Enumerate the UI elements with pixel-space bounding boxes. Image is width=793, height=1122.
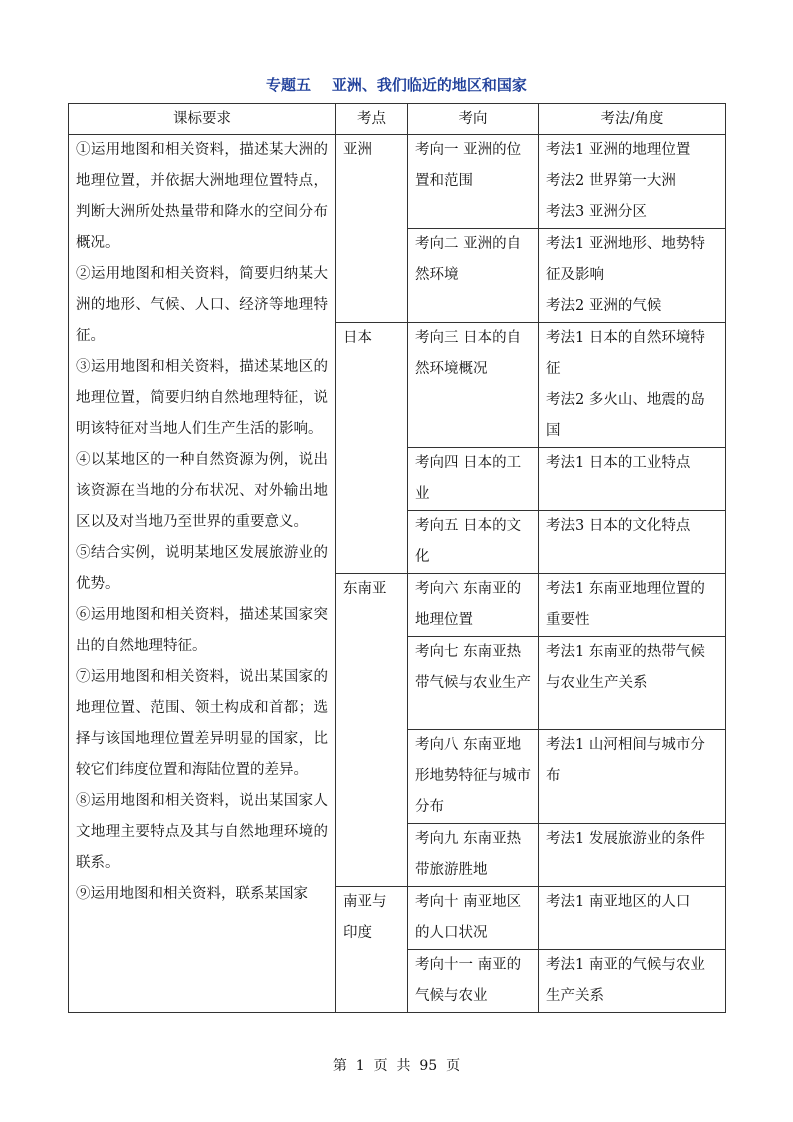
method-cell: [539, 323, 726, 448]
method-cell: 考法1 南亚的气候与农业生产关系: [539, 950, 726, 1013]
method-item: 考法1 日本的自然环境特征: [546, 330, 705, 377]
header-methods: 考法/角度: [539, 104, 726, 135]
requirement-item: ⑦运用地图和相关资料，说出某国家的地理位置、范围、领土构成和首都；选择与该国地理位置差异明显的国家，比较它们纬度位置和海陆位置的差异。: [76, 669, 328, 778]
direction-cell: 考向十 南亚地区的人口状况: [408, 887, 539, 950]
direction-cell: 考向五 日本的文化: [408, 511, 539, 574]
direction-cell: 考向七 东南亚热带气候与农业生产: [408, 637, 539, 730]
method-cell: [539, 135, 726, 229]
header-requirements: 课标要求: [69, 104, 336, 135]
requirement-item: ⑧运用地图和相关资料，说出某国家人文地理主要特点及其与自然地理环境的联系。: [76, 793, 328, 871]
requirement-item: ②运用地图和相关资料，简要归纳某大洲的地形、气候、人口、经济等地理特征。: [76, 266, 328, 344]
direction-cell: 考向十一 南亚的气候与农业: [408, 950, 539, 1013]
page-title: 专题五 亚洲、我们临近的地区和国家: [266, 76, 527, 94]
method-cell: 考法1 发展旅游业的条件: [539, 824, 726, 887]
header-directions: 考向: [408, 104, 539, 135]
header-points: 考点: [336, 104, 408, 135]
requirement-item: ⑥运用地图和相关资料，描述某国家突出的自然地理特征。: [76, 607, 328, 654]
method-item: 考法1 亚洲的地理位置: [546, 142, 691, 158]
method-cell: [539, 229, 726, 323]
exam-points-table: [68, 103, 726, 1013]
method-item: 考法1 亚洲地形、地势特征及影响: [546, 236, 705, 283]
direction-cell: 考向一 亚洲的位置和范围: [408, 135, 539, 229]
direction-cell: 考向四 日本的工业: [408, 448, 539, 511]
point-southeast-asia: 东南亚: [336, 574, 408, 887]
method-cell: 考法3 日本的文化特点: [539, 511, 726, 574]
method-cell: 考法1 山河相间与城市分布: [539, 730, 726, 824]
page-footer: 第 1 页 共 95 页: [332, 1058, 461, 1074]
direction-cell: 考向八 东南亚地形地势特征与城市分布: [408, 730, 539, 824]
direction-cell: 考向三 日本的自然环境概况: [408, 323, 539, 448]
method-cell: 考法1 日本的工业特点: [539, 448, 726, 511]
direction-cell: 考向九 东南亚热带旅游胜地: [408, 824, 539, 887]
method-cell: 考法1 南亚地区的人口: [539, 887, 726, 950]
method-item: 考法2 亚洲的气候: [546, 298, 662, 314]
direction-cell: 考向六 东南亚的地理位置: [408, 574, 539, 637]
point-south-asia-india: 南亚与印度: [336, 887, 408, 1013]
method-item: 考法3 亚洲分区: [546, 204, 647, 220]
point-asia: 亚洲: [336, 135, 408, 323]
method-item: 考法2 多火山、地震的岛国: [546, 392, 705, 439]
requirement-item: ③运用地图和相关资料，描述某地区的地理位置，简要归纳自然地理特征，说明该特征对当地人们生产生活的影响。: [76, 359, 328, 437]
method-cell: 考法1 东南亚的热带气候与农业生产关系: [539, 637, 726, 730]
requirement-item: ④以某地区的一种自然资源为例，说出该资源在当地的分布状况、对外输出地区以及对当地乃至世界的重要意义。: [76, 452, 328, 530]
table-row: [69, 135, 726, 229]
requirement-item: ①运用地图和相关资料，描述某大洲的地理位置，并依据大洲地理位置特点，判断大洲所处热量带和降水的空间分布概况。: [76, 142, 328, 251]
requirement-item: ⑨运用地图和相关资料，联系某国家: [76, 886, 308, 902]
method-cell: 考法1 东南亚地理位置的重要性: [539, 574, 726, 637]
requirements-cell: [69, 135, 336, 1013]
method-item: 考法2 世界第一大洲: [546, 173, 676, 189]
point-japan: 日本: [336, 323, 408, 574]
requirement-item: ⑤结合实例，说明某地区发展旅游业的优势。: [76, 545, 328, 592]
table-header-row: [69, 104, 726, 135]
direction-cell: 考向二 亚洲的自然环境: [408, 229, 539, 323]
